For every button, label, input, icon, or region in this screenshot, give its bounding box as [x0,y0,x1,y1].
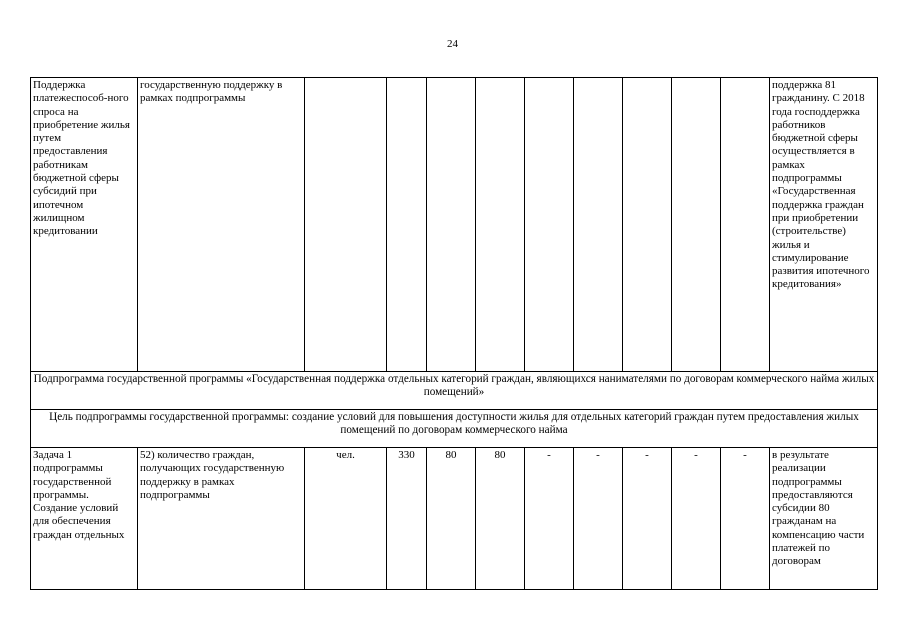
value-cell: - [623,448,672,590]
value-cell [476,78,525,372]
table-row [31,448,878,590]
task-cell: Задача 1 подпрограммы государственной программы. Создание условий для обеспечения граждан отдельных [31,448,138,590]
value-cell [672,78,721,372]
value-cell [721,78,770,372]
value-cell: 330 [387,448,427,590]
page-number: 24 [447,38,458,50]
indicators-table [30,77,878,590]
value-cell [525,78,574,372]
table-row [31,78,878,372]
note-cell: в результате реализации подпрограммы предоставляются субсидии 80 гражданам на компенсацию части платежей по договорам [770,448,878,590]
goal-text: Цель подпрограммы государственной программы: создание условий для повышения доступности жилья для отдельных категорий граждан путем предоставления жилых помещений по договорам коммерческого найма [31,410,878,448]
value-cell: - [721,448,770,590]
unit-cell: чел. [305,448,387,590]
value-cell [574,78,623,372]
value-cell: - [525,448,574,590]
value-cell [427,78,476,372]
value-cell: 80 [427,448,476,590]
value-cell: 80 [476,448,525,590]
value-cell [387,78,427,372]
value-cell: - [672,448,721,590]
value-cell [623,78,672,372]
unit-cell [305,78,387,372]
value-cell: - [574,448,623,590]
subprogram-row [31,372,878,410]
indicator-cell: 52) количество граждан, получающих государственную поддержку в рамках подпрограммы [138,448,305,590]
subprogram-title: Подпрограмма государственной программы «Государственная поддержка отдельных категорий граждан, являющихся нанимателями по договорам коммерческого найма жилых помещений» [31,372,878,410]
goal-row [31,410,878,448]
indicator-cell: государственную поддержку в рамках подпрограммы [138,78,305,372]
note-cell: поддержка 81 гражданину. С 2018 года господдержка работников бюджетной сферы осуществляется в рамках подпрограммы «Государственная поддержка граждан при приобретении (строительстве) жилья и стимулирование развития ипотечного кредитования» [770,78,878,372]
measure-cell: Поддержка платежеспособ-ного спроса на приобретение жилья путем предоставления работникам бюджетной сферы субсидий при ипотечном жилищном кредитовании [31,78,138,372]
